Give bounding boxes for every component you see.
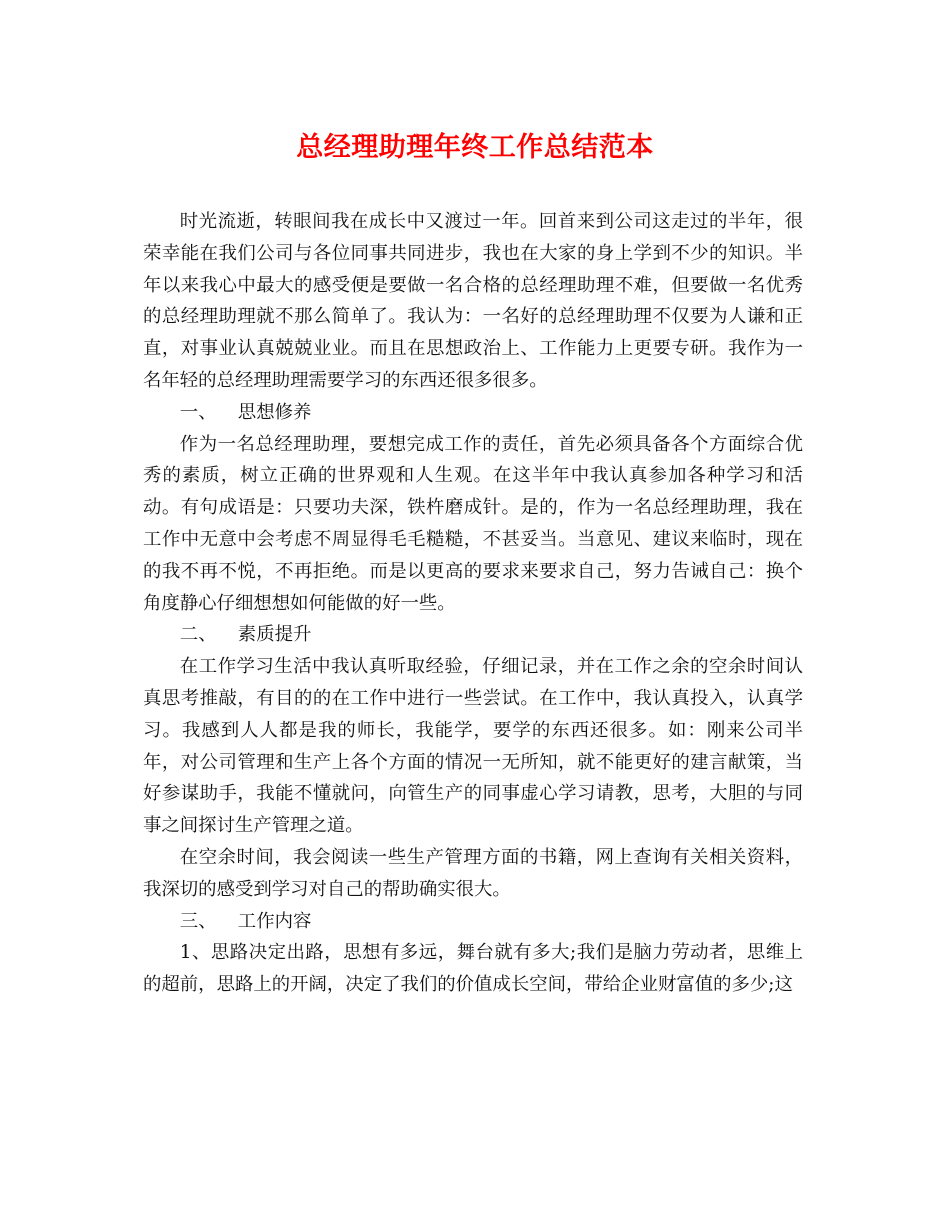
section-number: 二、 [179,624,217,646]
document-title: 总经理助理年终工作总结范本 [296,132,654,163]
section-title: 素质提升 [237,624,312,646]
section-2-paragraph-1: 在工作学习生活中我认真听取经验，仔细记录，并在工作之余的空余时间认真思考推敲，有目的的在工作中进行一些尝试。在工作中，我认真投入，认真学习。我感到人人都是我的师长，我能学，要学的东西还很多。如：刚来公司半年，对公司管理和生产上各个方面的情况一无所知，就不能更好的建言献策，当好参谋助手，我能不懂就问，向管生产的同事虚心学习请教，思考，大胆的与同事之间探讨生产管理之道。 [143,656,803,837]
section-title: 思想修养 [237,401,312,423]
section-title: 工作内容 [237,910,312,932]
section-heading-2 [143,619,803,651]
document-body [143,206,803,1001]
section-heading-1 [143,397,803,429]
section-number: 三、 [179,910,217,932]
section-2-paragraph-2: 在空余时间，我会阅读一些生产管理方面的书籍，网上查询有关相关资料，我深切的感受到学习对自己的帮助确实很大。 [143,846,803,900]
section-1-paragraph: 作为一名总经理助理，要想完成工作的责任，首先必须具备各个方面综合优秀的素质，树立正确的世界观和人生观。在这半年中我认真参加各种学习和活动。有句成语是：只要功夫深，铁杵磨成针。是的，作为一名总经理助理，我在工作中无意中会考虑不周显得毛毛糙糙，不甚妥当。当意见、建议来临时，现在的我不再不悦，不再拒绝。而是以更高的要求来要求自己，努力告诫自己：换个角度静心仔细想想如何能做的好一些。 [143,433,803,614]
section-3-paragraph-1: 1、思路决定出路，思想有多远，舞台就有多大;我们是脑力劳动者，思维上的超前，思路上的开阔，决定了我们的价值成长空间，带给企业财富值的多少;这 [143,942,803,996]
intro-paragraph: 时光流逝，转眼间我在成长中又渡过一年。回首来到公司这走过的半年，很荣幸能在我们公司与各位同事共同进步，我也在大家的身上学到不少的知识。半年以来我心中最大的感受便是要做一名合格的总经理助理不难，但要做一名优秀的总经理助理就不那么简单了。我认为：一名好的总经理助理不仅要为人谦和正直，对事业认真兢兢业业。而且在思想政治上、工作能力上更要专研。我作为一名年轻的总经理助理需要学习的东西还很多很多。 [143,211,803,391]
section-heading-3 [143,906,803,938]
section-number: 一、 [179,401,217,423]
